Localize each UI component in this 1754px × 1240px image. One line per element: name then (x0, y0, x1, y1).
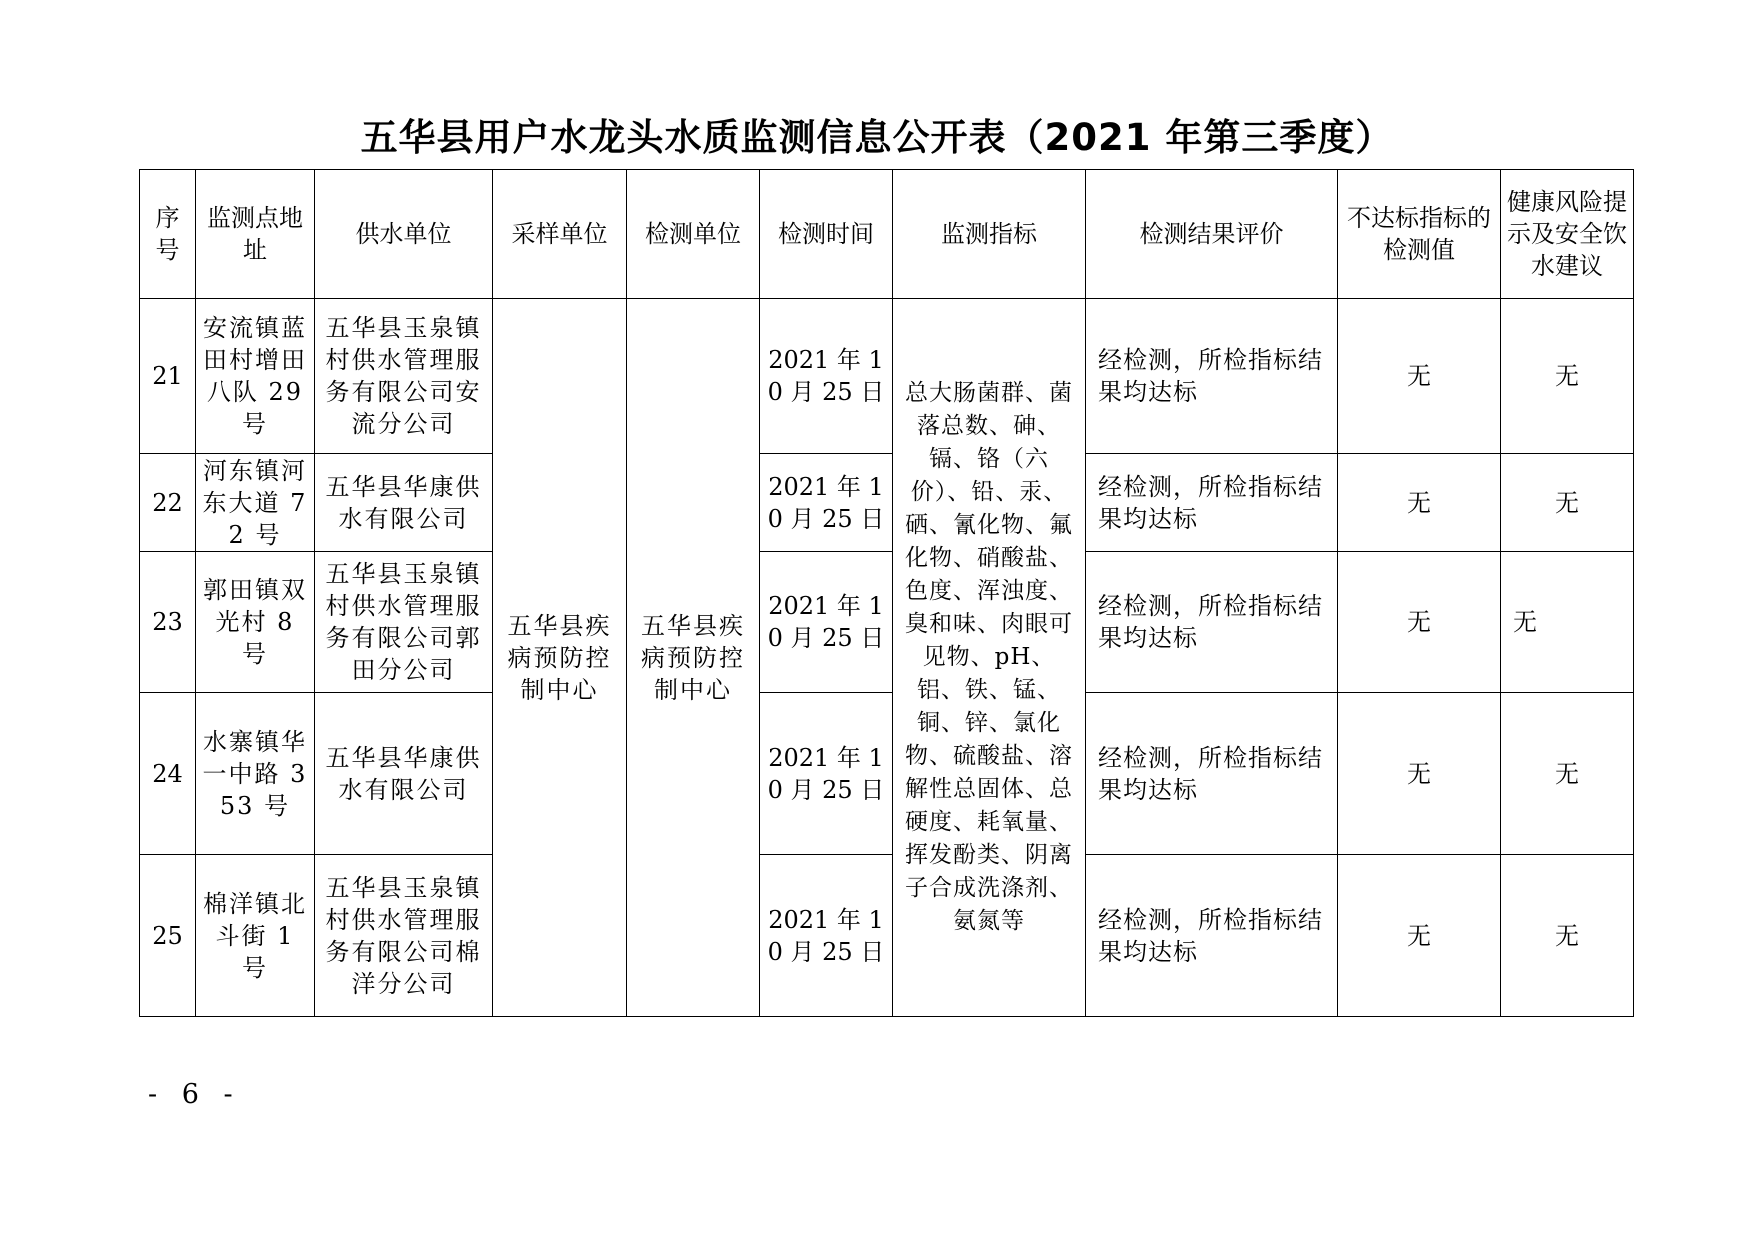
row-evaluation: 经检测，所检指标结果均达标 (1086, 299, 1338, 454)
header-supplier: 供水单位 (315, 170, 493, 299)
page-title: 五华县用户水龙头水质监测信息公开表（2021 年第三季度） (360, 116, 1394, 159)
sampler-cell: 五华县疾病预防控制中心 (493, 299, 627, 1017)
row-evaluation: 经检测，所检指标结果均达标 (1086, 693, 1338, 855)
row-nonconforming: 无 (1338, 299, 1501, 454)
header-tester: 检测单位 (627, 170, 760, 299)
header-advice: 健康风险提示及安全饮水建议 (1501, 170, 1634, 299)
row-evaluation: 经检测，所检指标结果均达标 (1086, 855, 1338, 1017)
table-row (140, 855, 1634, 1017)
row-address: 安流镇蓝田村增田八队 29 号 (196, 299, 315, 454)
row-evaluation: 经检测，所检指标结果均达标 (1086, 552, 1338, 693)
row-advice: 无 (1501, 552, 1634, 693)
row-advice: 无 (1501, 693, 1634, 855)
row-nonconforming: 无 (1338, 855, 1501, 1017)
tester-cell: 五华县疾病预防控制中心 (627, 299, 760, 1017)
header-nonconforming: 不达标指标的检测值 (1338, 170, 1501, 299)
row-nonconforming: 无 (1338, 454, 1501, 552)
table-row (140, 299, 1634, 454)
row-supplier: 五华县玉泉镇村供水管理服务有限公司棉洋分公司 (315, 855, 493, 1017)
row-supplier: 五华县玉泉镇村供水管理服务有限公司郭田分公司 (315, 552, 493, 693)
header-indicators: 监测指标 (893, 170, 1086, 299)
row-supplier: 五华县华康供水有限公司 (315, 693, 493, 855)
indicators-cell: 总大肠菌群、菌落总数、砷、镉、铬（六价）、铅、汞、硒、氰化物、氟化物、硝酸盐、色度、浑浊度、臭和味、肉眼可见物、pH、铝、铁、锰、铜、锌、氯化物、硫酸盐、溶解性总固体、总硬度、耗氧量、挥发酚类、阴离子合成洗涤剂、氨氮等 (893, 299, 1086, 1017)
row-time: 2021 年 10 月 25 日 (760, 299, 893, 454)
row-address: 郭田镇双光村 8 号 (196, 552, 315, 693)
table-row (140, 693, 1634, 855)
row-time: 2021 年 10 月 25 日 (760, 454, 893, 552)
header-sampler: 采样单位 (493, 170, 627, 299)
row-time: 2021 年 10 月 25 日 (760, 693, 893, 855)
header-evaluation: 检测结果评价 (1086, 170, 1338, 299)
row-seq: 24 (140, 693, 196, 855)
row-advice: 无 (1501, 299, 1634, 454)
row-address: 棉洋镇北斗街 1 号 (196, 855, 315, 1017)
table-row (140, 454, 1634, 552)
row-supplier: 五华县玉泉镇村供水管理服务有限公司安流分公司 (315, 299, 493, 454)
water-quality-table (139, 169, 1634, 1017)
row-evaluation: 经检测，所检指标结果均达标 (1086, 454, 1338, 552)
header-seq: 序号 (140, 170, 196, 299)
row-advice: 无 (1501, 454, 1634, 552)
row-seq: 21 (140, 299, 196, 454)
row-advice: 无 (1501, 855, 1634, 1017)
row-time: 2021 年 10 月 25 日 (760, 552, 893, 693)
row-address: 河东镇河东大道 72 号 (196, 454, 315, 552)
page-number: - 6 - (148, 1079, 241, 1110)
table-row (140, 552, 1634, 693)
row-seq: 25 (140, 855, 196, 1017)
row-nonconforming: 无 (1338, 693, 1501, 855)
row-seq: 23 (140, 552, 196, 693)
row-address: 水寨镇华一中路 353 号 (196, 693, 315, 855)
row-time: 2021 年 10 月 25 日 (760, 855, 893, 1017)
header-time: 检测时间 (760, 170, 893, 299)
table-header-row (140, 170, 1634, 299)
header-address: 监测点地址 (196, 170, 315, 299)
row-seq: 22 (140, 454, 196, 552)
row-nonconforming: 无 (1338, 552, 1501, 693)
row-supplier: 五华县华康供水有限公司 (315, 454, 493, 552)
